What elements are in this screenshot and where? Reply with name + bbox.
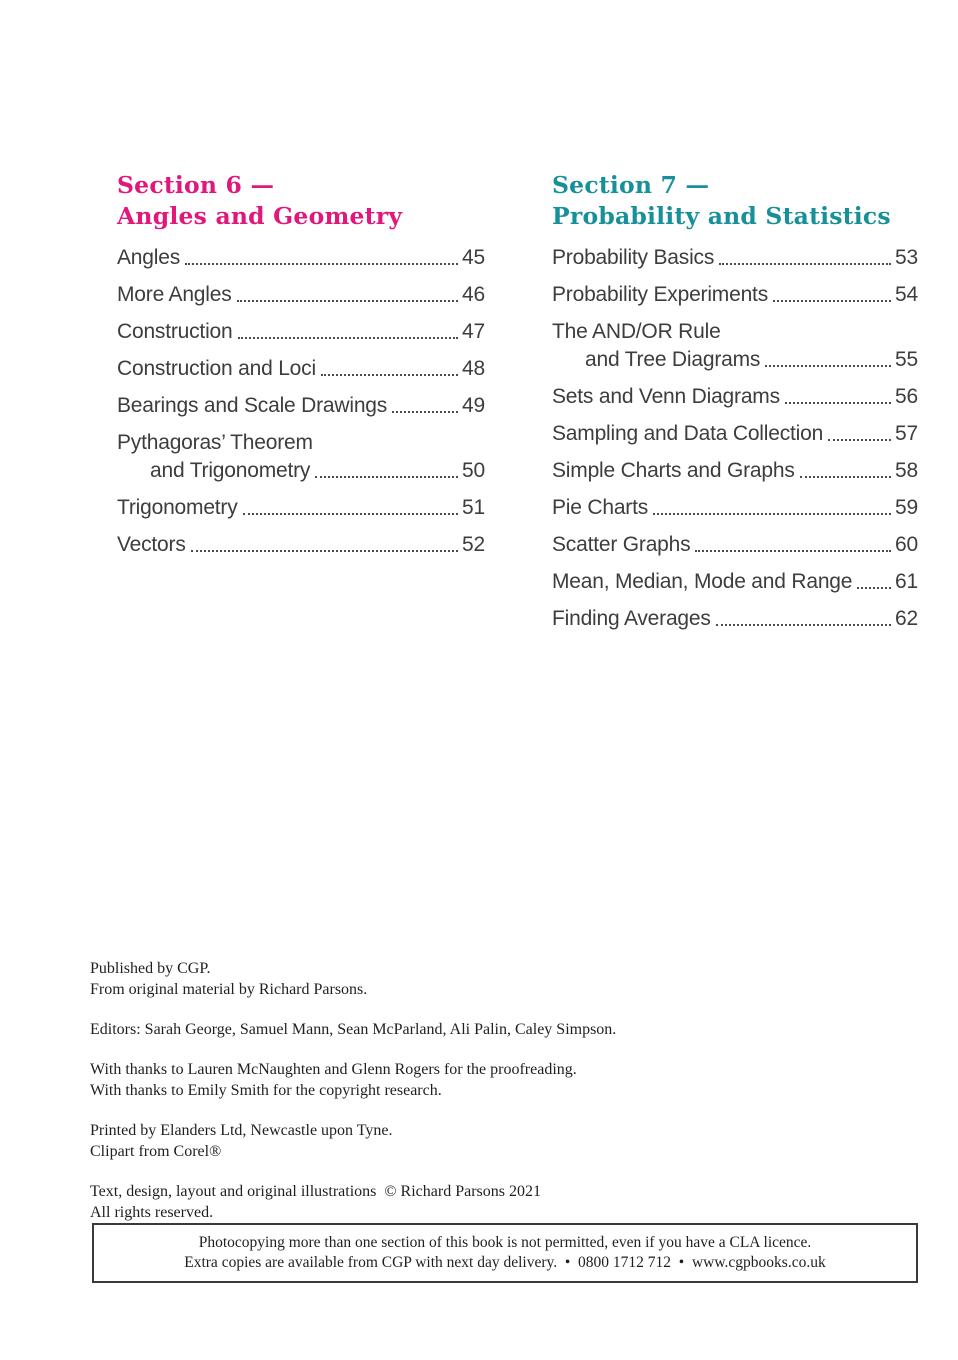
toc-column-section7 [552,170,918,643]
section6-title-line1: Section 6 — [117,171,275,199]
dotted-leader [315,476,458,478]
toc-entry-page: 46 [462,283,485,306]
toc-entry-label: Scatter Graphs [552,533,691,556]
colophon-paragraph [90,1120,810,1162]
colophon-line: Clipart from Corel® [90,1143,222,1160]
toc-entry-label: Vectors [117,533,186,556]
photocopying-notice-box [92,1223,918,1283]
colophon-line: From original material by Richard Parsons. [90,981,368,998]
toc-entry-label: Pythagoras’ Theorem [117,431,313,454]
toc-entry-label: Construction and Loci [117,357,316,380]
colophon-line: Printed by Elanders Ltd, Newcastle upon Tyne. [90,1122,393,1139]
colophon-paragraph [90,1059,810,1101]
dotted-leader [857,587,891,589]
toc-entry-label: Mean, Median, Mode and Range [552,570,853,593]
toc-entry-page: 54 [895,283,918,306]
toc-entry [117,393,485,419]
toc-entry-label: More Angles [117,283,232,306]
toc-entry [552,532,918,558]
colophon-line: Editors: Sarah George, Samuel Mann, Sean McParland, Ali Palin, Caley Simpson. [90,1021,617,1038]
toc-entry-page: 58 [895,459,918,482]
dotted-leader [773,300,891,302]
toc-entry-page: 57 [895,422,918,445]
toc-entry [552,319,918,373]
toc-entry [117,356,485,382]
toc-entry [117,430,485,484]
toc-entry-page: 61 [895,570,918,593]
colophon-paragraph [90,1181,810,1223]
dotted-leader [238,337,459,339]
toc-entry-label: Bearings and Scale Drawings [117,394,388,417]
dotted-leader [243,513,459,515]
toc-entry-label: Pie Charts [552,496,649,519]
toc-entry-label-line2: and Tree Diagrams [585,348,761,371]
toc-entry [117,495,485,521]
toc-entry-page: 59 [895,496,918,519]
toc-entry [552,569,918,595]
toc-entry [117,319,485,345]
colophon-line: With thanks to Emily Smith for the copyright research. [90,1082,442,1099]
toc-entry-page: 45 [462,246,485,269]
dotted-leader [695,550,891,552]
toc-entry [552,384,918,410]
toc-entry [552,458,918,484]
colophon-line: All rights reserved. [90,1204,214,1221]
section7-title-line1: Section 7 — [552,171,710,199]
toc-entry-page: 49 [462,394,485,417]
dotted-leader [719,263,891,265]
toc-entry [117,282,485,308]
toc-entry-label: The AND/OR Rule [552,320,721,343]
dotted-leader [237,300,459,302]
colophon-line: With thanks to Lauren McNaughten and Glenn Rogers for the proofreading. [90,1061,577,1078]
toc-entry [117,245,485,271]
dotted-leader [785,402,891,404]
toc-entry-label: Angles [117,246,181,269]
toc-entry-label: Simple Charts and Graphs [552,459,795,482]
toc-entry-label: Trigonometry [117,496,238,519]
toc-entry-label: Construction [117,320,233,343]
toc-entry-page: 47 [462,320,485,343]
dotted-leader [653,513,891,515]
dotted-leader [716,624,891,626]
toc-entry [117,532,485,558]
toc-entry-page: 55 [895,348,918,371]
toc-entry-page: 56 [895,385,918,408]
section7-title [552,170,918,232]
section6-title [117,170,485,232]
dotted-leader [828,439,891,441]
toc-entry-page: 52 [462,533,485,556]
toc-entry [552,421,918,447]
colophon-paragraph [90,958,810,1000]
notice-line-2: Extra copies are available from CGP with next day delivery. • 0800 1712 712 • www.cgpbooks.co.uk [184,1254,826,1271]
dotted-leader [800,476,891,478]
toc-entry-page: 60 [895,533,918,556]
colophon-paragraph [90,1019,810,1040]
toc-entry-page: 51 [462,496,485,519]
colophon-line: Published by CGP. [90,960,211,977]
section6-title-line2: Angles and Geometry [117,202,403,230]
toc-entry-page: 62 [895,607,918,630]
toc-entry-label-line2: and Trigonometry [150,459,311,482]
section7-title-line2: Probability and Statistics [552,202,891,230]
toc-column-section6 [117,170,485,569]
dotted-leader [765,365,891,367]
toc-entry-label: Finding Averages [552,607,711,630]
toc-entry-label: Probability Experiments [552,283,768,306]
toc-entry [552,245,918,271]
dotted-leader [191,550,458,552]
toc-entry-label: Probability Basics [552,246,715,269]
toc-entry-page: 50 [462,459,485,482]
toc-entry-label: Sampling and Data Collection [552,422,824,445]
toc-entry-page: 48 [462,357,485,380]
dotted-leader [392,411,458,413]
toc-entry [552,606,918,632]
colophon [90,958,810,1223]
toc-entry [552,282,918,308]
dotted-leader [321,374,458,376]
toc-entry-page: 53 [895,246,918,269]
colophon-line: Text, design, layout and original illustrations © Richard Parsons 2021 [90,1183,541,1200]
notice-line-1: Photocopying more than one section of this book is not permitted, even if you have a CLA licence. [198,1234,812,1251]
dotted-leader [185,263,458,265]
toc-entry [552,495,918,521]
toc-entry-label: Sets and Venn Diagrams [552,385,780,408]
